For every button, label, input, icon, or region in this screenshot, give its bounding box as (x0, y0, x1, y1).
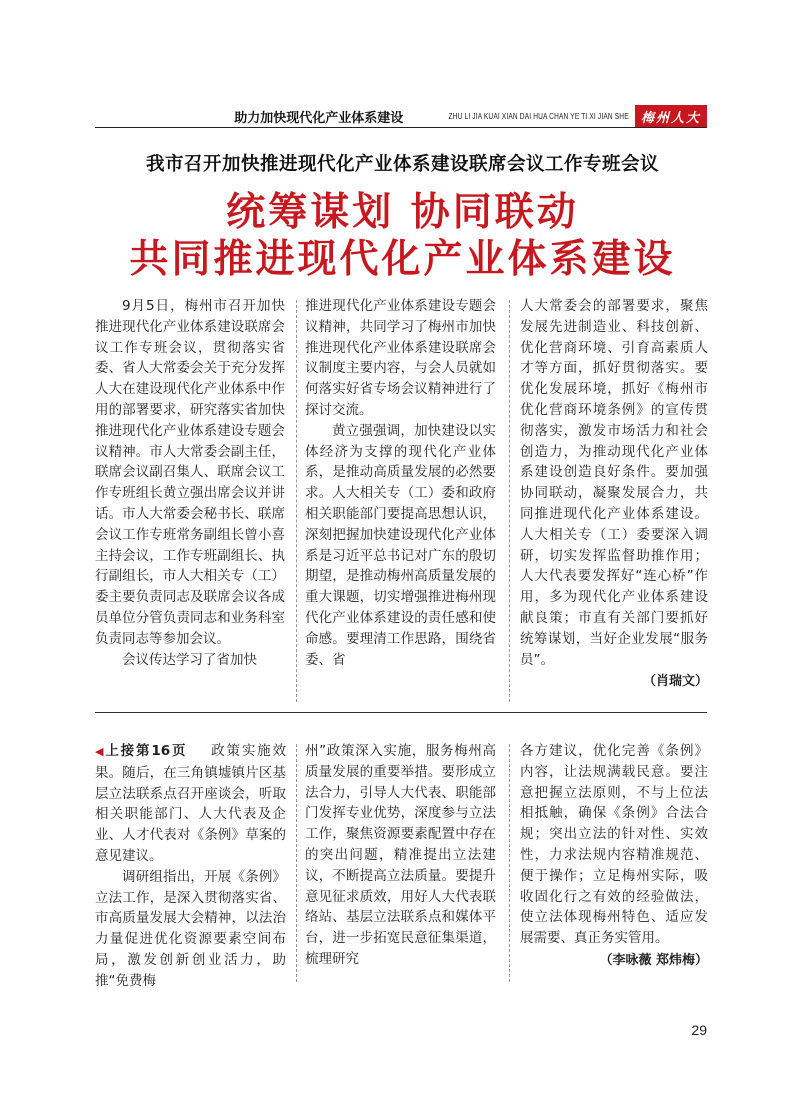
article-subtitle: 我市召开加快推进现代化产业体系建设联席会议工作专班会议 (145, 154, 659, 175)
section-header (95, 103, 707, 129)
section-title: 助力加快现代化产业体系建设 (234, 110, 404, 126)
article-column-3 (520, 296, 708, 693)
paragraph (95, 741, 286, 867)
paragraph: 各方建议，优化完善《条例》内容，让法规满载民意。要注意把握立法原则，不与上位法相抵触，确保《条例》合法合规；突出立法的针对性、实效性，力求法规内容精准规范、便于操作；立足梅州实际，吸收固化行之有效的经验做法，使立法体现梅州特色、适应发展需要、真正务实管用。 (520, 743, 708, 947)
magazine-logo: 梅州人大 (635, 105, 707, 128)
header-rule (95, 127, 707, 128)
continued-marker (95, 743, 187, 759)
continued-column-3 (520, 741, 708, 972)
article-column-1 (95, 296, 285, 670)
paragraph: 推进现代化产业体系建设专题会议精神，共同学习了梅州市加快推进现代化产业体系建设联席会议制度主要内容，与会人员就如何落实好省专场会议精神进行了探讨交流。 (305, 298, 496, 418)
continued-column-2 (305, 741, 496, 970)
paragraph: 人大常委会的部署要求，聚焦发展先进制造业、科技创新、优化营商环境、引育高素质人才等方面，抓好贯彻落实。要优化发展环境，抓好《梅州市优化营商环境条例》的宣传贯彻落实，激发市场活力和社会创造力，为推动现代化产业体系建设创造良好条件。要加强协同联动，凝聚发展合力，共同推进现代化产业体系建设。人大相关专（工）委要深入调研，切实发挥监督助推作用；人大代表要发挥好“连心桥”作用，多为现代化产业体系建设献良策；市直有关部门要抓好统筹谋划，当好企业发展“服务员”。 (520, 298, 708, 668)
paragraph: 州”政策深入实施，服务梅州高质量发展的重要举措。要形成立法合力，引导人大代表、职能部门发挥专业优势，深度参与立法工作，聚焦资源要素配置中存在的突出问题，精准提出立法建议，不断提高立法质量。要提升意见征求质效，用好人大代表联络站、基层立法联系点和媒体平台，进一步拓宽民意征集渠道，梳理研究 (305, 743, 496, 967)
page-number: 29 (691, 1022, 707, 1038)
continued-marker-label: 上接第16页 (105, 743, 188, 759)
article-author: （肖瑞文） (642, 674, 708, 690)
paragraph: 9月5日，梅州市召开加快推进现代化产业体系建设联席会议工作专班会议，贯彻落实省委、省人大常委会关于充分发挥人大在建设现代化产业体系中作用的部署要求，研究落实省加快推进现代化产业体系建设专题会议精神。市人大常委会副主任，联席会议副召集人、联席会议工作专班组长黄立强出席会议并讲话。市人大常委会秘书长、联席会议工作专班常务副组长曾小喜主持会议，工作专班副组长、执行副组长，市人大相关专（工）委主要负责同志及联席会议各成员单位分管负责同志和业务科室负责同志等参加会议。 (95, 298, 285, 647)
article-title-line1: 统筹谋划 协同联动 (226, 189, 579, 235)
paragraph: 会议传达学习了省加快 (122, 651, 257, 668)
column-divider (509, 300, 510, 702)
column-divider (509, 744, 510, 982)
continued-author: （李咏薇 郑炜梅） (599, 952, 708, 968)
paragraph: 调研组指出，开展《条例》立法工作，是深入贯彻落实省、市高质量发展大会精神，以法治力量促进优化资源要素空间布局，激发创新创业活力，助推“免费梅 (95, 868, 286, 989)
article-title-line2: 共同推进现代化产业体系建设 (129, 236, 676, 282)
continued-column-1 (95, 741, 286, 992)
column-divider (296, 300, 297, 702)
paragraph: 黄立强强调，加快建设以实体经济为支撑的现代化产业体系，是推动高质量发展的必然要求。人大相关专（工）委和政府相关职能部门要提高思想认识，深刻把握加快建设现代化产业体系是习近平总书记对广东的殷切期望，是推动梅州高质量发展的重大课题，切实增强推进梅州现代化产业体系建设的责任感和使命感。要理清工作思路，围绕省委、省 (305, 422, 496, 668)
section-divider (95, 712, 707, 713)
triangle-left-icon: ◀ (95, 745, 106, 758)
section-pinyin: ZHU LI JIA KUAI XIAN DAI HUA CHAN YE TI XI JIAN SHE (448, 111, 629, 121)
continued-text: 政策实施效果。随后，在三角镇墟镇片区基层立法联系点召开座谈会，听取相关职能部门、人大代表及企业、人才代表对《条例》草案的意见建议。 (95, 743, 286, 864)
article-column-2 (305, 296, 496, 670)
column-divider (296, 744, 297, 982)
